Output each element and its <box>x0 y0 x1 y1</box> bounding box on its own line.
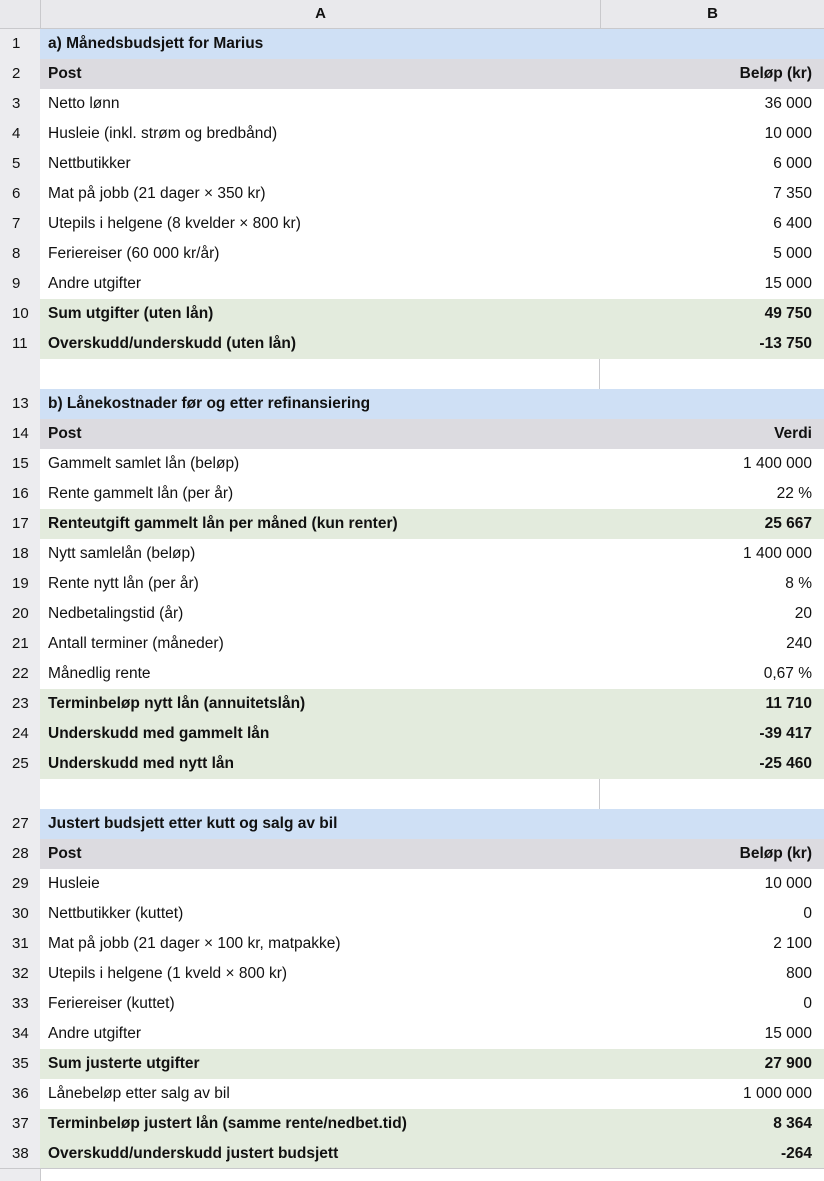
cell-a[interactable]: Andre utgifter <box>48 1025 142 1042</box>
cell-a[interactable]: Antall terminer (måneder) <box>48 635 224 652</box>
row-number[interactable]: 31 <box>0 929 40 959</box>
cell-a[interactable]: Andre utgifter <box>48 275 142 292</box>
sheet-row <box>0 509 824 539</box>
cell-a[interactable]: Overskudd/underskudd justert budsjett <box>40 1139 600 1169</box>
row-number[interactable]: 36 <box>0 1079 40 1109</box>
cell-b[interactable] <box>600 809 824 839</box>
row-number[interactable]: 7 <box>0 209 40 239</box>
sheet-row <box>0 29 824 59</box>
cell-b[interactable]: 8 % <box>785 575 812 592</box>
cell-a[interactable]: Renteutgift gammelt lån per måned (kun renter) <box>40 509 600 539</box>
cell-a[interactable]: Gammelt samlet lån (beløp) <box>48 455 240 472</box>
sheet-row <box>0 749 824 779</box>
cell-b[interactable]: 10 000 <box>764 875 812 892</box>
cell-b[interactable]: 0 <box>803 995 812 1012</box>
row-number[interactable]: 3 <box>0 89 40 119</box>
sheet-row <box>0 179 824 209</box>
sheet-row <box>0 779 824 809</box>
cell-b[interactable]: 27 900 <box>600 1049 824 1079</box>
cell-a[interactable]: Nettbutikker (kuttet) <box>48 905 184 922</box>
row-number[interactable]: 20 <box>0 599 40 629</box>
sheet-row <box>0 1079 824 1109</box>
cell-b[interactable]: 15 000 <box>764 1025 812 1042</box>
cell-a[interactable]: Utepils i helgene (1 kveld × 800 kr) <box>48 965 288 982</box>
cell-a[interactable]: Sum justerte utgifter <box>40 1049 600 1079</box>
sheet-row <box>0 359 824 389</box>
cell-b[interactable]: 49 750 <box>600 299 824 329</box>
row-number[interactable]: 2 <box>0 59 40 89</box>
sheet-row <box>0 119 824 149</box>
cell-a[interactable]: Husleie <box>48 875 100 892</box>
row-number[interactable]: 8 <box>0 239 40 269</box>
row-number[interactable]: 18 <box>0 539 40 569</box>
sheet-row <box>0 959 824 989</box>
row-number[interactable]: 16 <box>0 479 40 509</box>
row-number[interactable]: 21 <box>0 629 40 659</box>
sheet-row <box>0 689 824 719</box>
cell-a[interactable]: Post <box>40 419 600 449</box>
cell-b[interactable]: Beløp (kr) <box>600 59 824 89</box>
cell-b[interactable] <box>600 359 824 389</box>
column-header-a[interactable]: A <box>41 0 601 28</box>
cell-b[interactable]: 22 % <box>776 485 812 502</box>
cell-a[interactable] <box>40 359 600 389</box>
sheet-row <box>0 89 824 119</box>
cell-b[interactable]: 1 400 000 <box>743 545 812 562</box>
cell-b[interactable]: 2 100 <box>773 935 812 952</box>
cell-a[interactable]: Post <box>40 839 600 869</box>
sheet-row <box>0 539 824 569</box>
row-number[interactable]: 6 <box>0 179 40 209</box>
sheet-row <box>0 299 824 329</box>
sheet-row <box>0 809 824 839</box>
sheet-row <box>0 239 824 269</box>
cell-b[interactable]: Verdi <box>600 419 824 449</box>
row-number[interactable]: 15 <box>0 449 40 479</box>
cell-b[interactable]: 11 710 <box>600 689 824 719</box>
sheet-row <box>0 1139 824 1169</box>
sheet-row <box>0 599 824 629</box>
cell-b[interactable]: 0,67 % <box>763 665 812 682</box>
row-number[interactable]: 1 <box>0 29 40 59</box>
sheet-row <box>0 1109 824 1139</box>
cell-a[interactable]: Mat på jobb (21 dager × 350 kr) <box>48 185 266 202</box>
sheet-row <box>0 839 824 869</box>
cell-b[interactable]: 0 <box>803 905 812 922</box>
sheet-row <box>0 479 824 509</box>
cell-b[interactable]: 7 350 <box>773 185 812 202</box>
cell-b[interactable]: 6 400 <box>773 215 812 232</box>
sheet-row <box>0 1049 824 1079</box>
sheet-row <box>0 659 824 689</box>
cell-a[interactable]: b) Lånekostnader før og etter refinansiering <box>40 389 600 419</box>
cell-a[interactable]: Nedbetalingstid (år) <box>48 605 184 622</box>
cell-a[interactable]: Nytt samlelån (beløp) <box>48 545 196 562</box>
sheet-row <box>0 149 824 179</box>
row-number[interactable]: 32 <box>0 959 40 989</box>
sheet-row <box>0 59 824 89</box>
select-all-corner[interactable] <box>0 0 41 28</box>
column-header-bar <box>0 0 824 29</box>
cell-b[interactable]: 240 <box>786 635 812 652</box>
row-number[interactable]: 35 <box>0 1049 40 1079</box>
row-number[interactable]: 17 <box>0 509 40 539</box>
sheet-row <box>0 569 824 599</box>
row-number[interactable]: 19 <box>0 569 40 599</box>
cell-a[interactable]: Underskudd med gammelt lån <box>40 719 600 749</box>
cell-a[interactable]: Nettbutikker <box>48 155 131 172</box>
cell-a[interactable]: Justert budsjett etter kutt og salg av bil <box>40 809 600 839</box>
row-number[interactable]: 23 <box>0 689 40 719</box>
row-number[interactable]: 30 <box>0 899 40 929</box>
cell-a[interactable]: Post <box>40 59 600 89</box>
cell-b[interactable]: Beløp (kr) <box>600 839 824 869</box>
cell-b[interactable]: -25 460 <box>600 749 824 779</box>
cell-b[interactable]: 25 667 <box>600 509 824 539</box>
cell-a[interactable]: Utepils i helgene (8 kvelder × 800 kr) <box>48 215 301 232</box>
row-number[interactable]: 29 <box>0 869 40 899</box>
cell-b[interactable]: 1 000 000 <box>743 1085 812 1102</box>
row-number[interactable]: 10 <box>0 299 40 329</box>
cell-a[interactable]: Netto lønn <box>48 95 120 112</box>
row-number[interactable]: 11 <box>0 329 40 359</box>
row-number[interactable]: 38 <box>0 1139 40 1169</box>
cell-b[interactable]: 20 <box>794 605 812 622</box>
cell-b[interactable]: -264 <box>600 1139 824 1169</box>
cell-a[interactable]: Terminbeløp justert lån (samme rente/nedbet.tid) <box>40 1109 600 1139</box>
row-number[interactable]: 22 <box>0 659 40 689</box>
cell-b[interactable]: 15 000 <box>764 275 812 292</box>
cell-b[interactable] <box>600 29 824 59</box>
grid-bottom-edge <box>0 1168 824 1181</box>
row-number[interactable]: 9 <box>0 269 40 299</box>
cell-a[interactable] <box>40 779 600 809</box>
cell-a[interactable]: Mat på jobb (21 dager × 100 kr, matpakke) <box>48 935 341 952</box>
cell-a[interactable]: Rente nytt lån (per år) <box>48 575 199 592</box>
sheet-row <box>0 1019 824 1049</box>
column-header-b[interactable]: B <box>707 5 718 22</box>
cell-b[interactable]: 800 <box>786 965 812 982</box>
cell-a[interactable]: Lånebeløp etter salg av bil <box>48 1085 230 1102</box>
row-number[interactable]: 14 <box>0 419 40 449</box>
cell-b[interactable]: 8 364 <box>600 1109 824 1139</box>
row-number[interactable]: 4 <box>0 119 40 149</box>
sheet-row <box>0 419 824 449</box>
cell-a[interactable]: a) Månedsbudsjett for Marius <box>40 29 600 59</box>
sheet-row <box>0 329 824 359</box>
cell-a[interactable]: Underskudd med nytt lån <box>40 749 600 779</box>
cell-b[interactable]: -13 750 <box>600 329 824 359</box>
cell-a[interactable]: Rente gammelt lån (per år) <box>48 485 234 502</box>
row-number[interactable]: 25 <box>0 749 40 779</box>
row-number[interactable]: 27 <box>0 809 40 839</box>
cell-b[interactable]: 6 000 <box>773 155 812 172</box>
sheet-row <box>0 269 824 299</box>
cell-a[interactable]: Feriereiser (kuttet) <box>48 995 175 1012</box>
row-number[interactable] <box>0 359 40 389</box>
cell-b[interactable]: 5 000 <box>773 245 812 262</box>
cell-a[interactable]: Sum utgifter (uten lån) <box>40 299 600 329</box>
row-number[interactable] <box>0 779 40 809</box>
cell-a[interactable]: Overskudd/underskudd (uten lån) <box>40 329 600 359</box>
row-number[interactable]: 13 <box>0 389 40 419</box>
sheet-row <box>0 209 824 239</box>
cell-b[interactable] <box>600 779 824 809</box>
cell-b[interactable]: 1 400 000 <box>743 455 812 472</box>
cell-b[interactable] <box>600 389 824 419</box>
row-number[interactable]: 24 <box>0 719 40 749</box>
cell-a[interactable]: Husleie (inkl. strøm og bredbånd) <box>48 125 278 142</box>
cell-a[interactable]: Feriereiser (60 000 kr/år) <box>48 245 220 262</box>
cell-grid <box>0 29 824 1169</box>
cell-a[interactable]: Terminbeløp nytt lån (annuitetslån) <box>40 689 600 719</box>
cell-b[interactable]: -39 417 <box>600 719 824 749</box>
sheet-row <box>0 899 824 929</box>
row-number[interactable]: 37 <box>0 1109 40 1139</box>
cell-b[interactable]: 10 000 <box>764 125 812 142</box>
row-number[interactable]: 34 <box>0 1019 40 1049</box>
sheet-row <box>0 719 824 749</box>
cell-b[interactable]: 36 000 <box>764 95 812 112</box>
sheet-row <box>0 629 824 659</box>
row-number[interactable]: 28 <box>0 839 40 869</box>
sheet-row <box>0 929 824 959</box>
row-number[interactable]: 33 <box>0 989 40 1019</box>
sheet-row <box>0 989 824 1019</box>
cell-a[interactable]: Månedlig rente <box>48 665 151 682</box>
sheet-row <box>0 869 824 899</box>
sheet-row <box>0 389 824 419</box>
row-number[interactable]: 5 <box>0 149 40 179</box>
sheet-row <box>0 449 824 479</box>
